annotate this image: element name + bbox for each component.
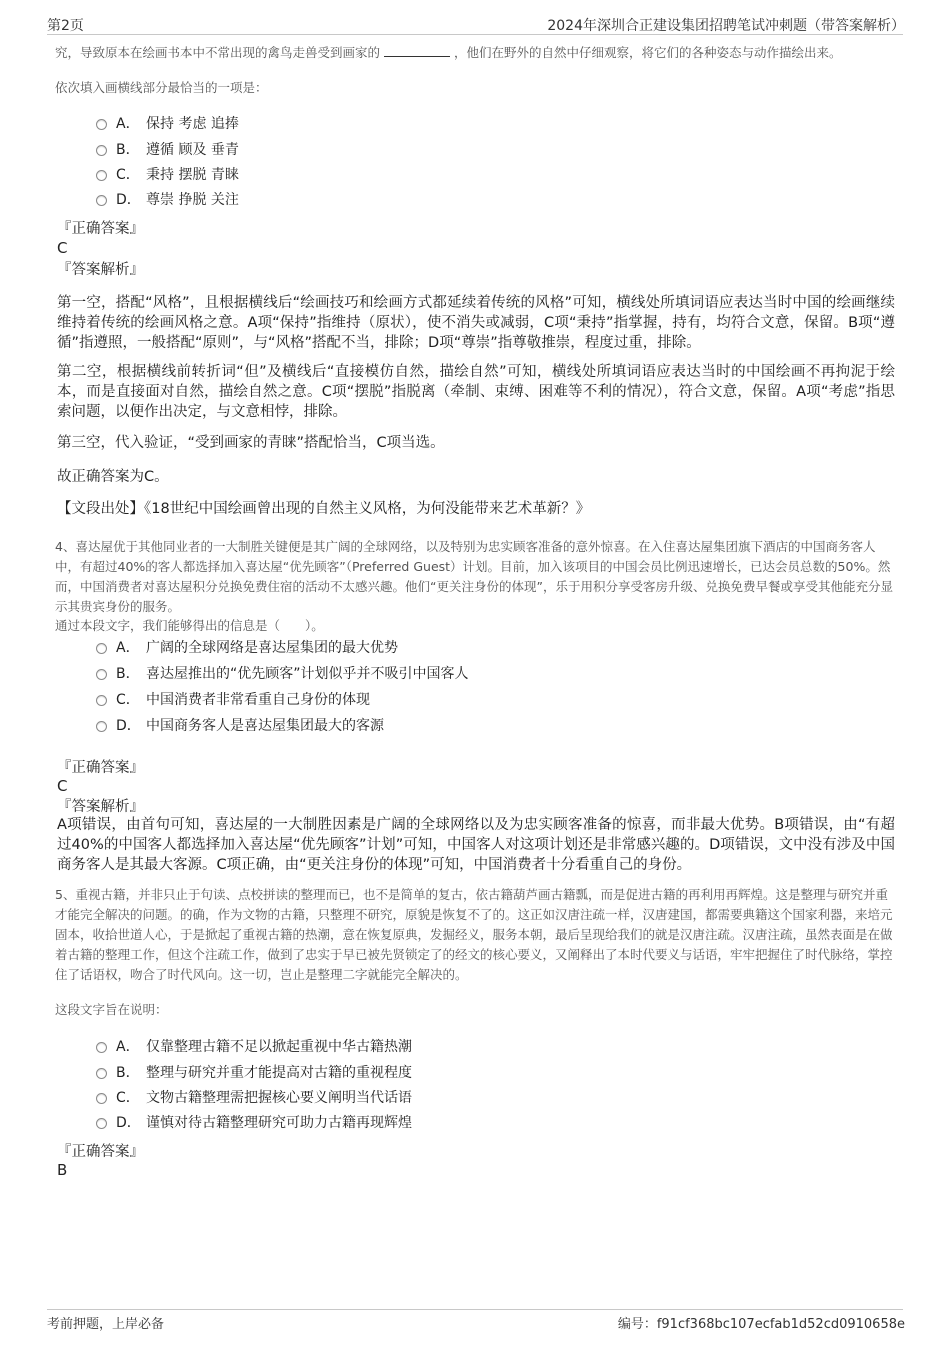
q3-analysis-para-4: 故正确答案为C。 [57, 469, 169, 485]
option-text: 中国消费者非常看重自己身份的体现 [146, 692, 370, 708]
radio-icon[interactable] [96, 721, 107, 732]
option-letter: C． [116, 1090, 140, 1106]
q5-answer: B [57, 1161, 68, 1179]
q3-analysis-label: 『答案解析』 [57, 262, 144, 278]
radio-icon[interactable] [96, 195, 107, 206]
q3-stem-tail [55, 42, 905, 64]
option-letter: B． [116, 1065, 140, 1081]
q5-stem: 5、重视古籍，并非只止于句读、点校拼读的整理而已，也不是简单的复古，依古籍葫芦画古籍瓢，而是促进古籍的再利用再辉煌。这是整理与研究并重才能完全解决的问题。的确，作为文物的古籍，只整理不研究，原貌是恢复不了的。这正如汉唐注疏一样，汉唐建国，都需要典籍这个国家利器，来培元固本，收拾世道人心，于是掀起了重视古籍的热潮，意在恢复原典，发掘经义，服务本朝，最后呈现给我们的就是汉唐注疏。汉唐注疏，虽然表面是在做着古籍的整理工作，但这个注疏工作，做到了忠实于早已被先贤锁定了的经文的核心要义，又阐释出了本时代要义与话语，牢牢把握住了时代脉络，掌控住了话语权，吻合了时代风向。这一切，岂止是整理二字就能完全解决的。 [55, 887, 893, 982]
header-divider [47, 34, 903, 35]
option-letter: B． [116, 142, 140, 158]
q3-analysis-para-3: 第三空，代入验证，“受到画家的青睐”搭配恰当，C项当选。 [57, 435, 445, 451]
radio-icon[interactable] [96, 119, 107, 130]
option-text: 整理与研究并重才能提高对古籍的重视程度 [146, 1065, 412, 1081]
document-id: 编号：f91cf368bc107ecfab1d52cd0910658e [617, 1317, 905, 1332]
radio-icon[interactable] [96, 1093, 107, 1104]
q4-answer: C [57, 777, 68, 795]
option-letter: A． [116, 1039, 140, 1055]
q5-answer-label: 『正确答案』 [57, 1144, 144, 1160]
option-letter: B． [116, 666, 140, 682]
q5-option-d[interactable] [96, 1112, 412, 1134]
option-text: 喜达屋推出的“优先顾客”计划似乎并不吸引中国客人 [146, 666, 469, 682]
q4-option-d[interactable] [96, 715, 384, 737]
q3-option-d[interactable] [96, 189, 239, 211]
q5-prompt: 这段文字旨在说明： [55, 1002, 168, 1017]
option-letter: C． [116, 692, 140, 708]
document-title: 2024年深圳合正建设集团招聘笔试冲刺题（带答案解析） [547, 18, 905, 34]
q5-option-c[interactable] [96, 1087, 412, 1109]
footer-slogan: 考前押题，上岸必备 [47, 1317, 165, 1332]
q5-option-a[interactable] [96, 1036, 412, 1058]
q3-option-a[interactable] [96, 113, 239, 135]
option-letter: D． [116, 718, 141, 734]
q3-blank [384, 44, 450, 57]
radio-icon[interactable] [96, 1042, 107, 1053]
option-text: 谨慎对待古籍整理研究可助力古籍再现辉煌 [146, 1115, 412, 1131]
option-text: 文物古籍整理需把握核心要义阐明当代话语 [146, 1090, 412, 1106]
q3-stem-before: 究，导致原本在绘画书本中不常出现的禽鸟走兽受到画家的 [55, 45, 381, 60]
q4-answer-label: 『正确答案』 [57, 760, 144, 776]
q3-answer-label: 『正确答案』 [57, 221, 144, 237]
q3-option-b[interactable] [96, 139, 239, 161]
q3-analysis-para-1: 第一空，搭配“风格”，且根据横线后“绘画技巧和绘画方式都延续着传统的风格”可知，横线处所填词语应表达当时中国的绘画继续维持着传统的绘画风格之意。A项“保持”指维持（原状），使不消失或减弱，C项“秉持”指掌握，持有，均符合文意，保留。B项“遵循”指遵照，一般搭配“原则”，与“风格”搭配不当，排除；D项“尊崇”指尊敬推崇，程度过重，排除。 [57, 295, 895, 351]
q3-analysis-para-2: 第二空，根据横线前转折词“但”及横线后“直接模仿自然，描绘自然”可知，横线处所填词语应表达当时的中国绘画不再拘泥于绘本，而是直接面对自然，描绘自然之意。C项“摆脱”指脱离（牵制、束缚、困难等不利的情况），符合文意，保留。A项“考虑”指思索问题，以便作出决定，与文意相悖，排除。 [57, 364, 895, 420]
option-letter: C． [116, 167, 140, 183]
q4-option-a[interactable] [96, 637, 398, 659]
radio-icon[interactable] [96, 1118, 107, 1129]
q5-option-b[interactable] [96, 1062, 412, 1084]
q3-prompt: 依次填入画横线部分最恰当的一项是： [55, 80, 268, 95]
q3-answer: C [57, 239, 68, 257]
option-text: 广阔的全球网络是喜达屋集团的最大优势 [146, 640, 398, 656]
q4-option-b[interactable] [96, 663, 469, 685]
radio-icon[interactable] [96, 170, 107, 181]
q4-stem: 4、喜达屋优于其他同业者的一大制胜关键便是其广阔的全球网络，以及特别为忠实顾客准备的意外惊喜。在入住喜达屋集团旗下酒店的中国商务客人中，有超过40%的客人都选择加入喜达屋“优先顾客”（Preferred Guest）计划。目前，加入该项目的中国会员比例迅速增长，已达会员总数的50%。然而，中国消费者对喜达屋积分兑换免费住宿的活动不太感兴趣。他们“更关注身份的体现”，乐于用积分享受客房升级、兑换免费早餐或享受其他能充分显示其贵宾身份的服务。 [55, 539, 893, 614]
option-letter: D． [116, 1115, 141, 1131]
page-number: 第2页 [47, 18, 84, 34]
option-letter: A． [116, 640, 140, 656]
option-text: 仅靠整理古籍不足以掀起重视中华古籍热潮 [146, 1039, 412, 1055]
radio-icon[interactable] [96, 695, 107, 706]
option-text: 中国商务客人是喜达屋集团最大的客源 [146, 718, 384, 734]
option-letter: D． [116, 192, 141, 208]
radio-icon[interactable] [96, 145, 107, 156]
option-text: 保持 考虑 追捧 [146, 116, 239, 132]
radio-icon[interactable] [96, 643, 107, 654]
q4-analysis-label: 『答案解析』 [57, 799, 144, 815]
option-text: 遵循 顾及 垂青 [146, 142, 239, 158]
q4-analysis: A项错误，由首句可知，喜达屋的一大制胜因素是广阔的全球网络以及为忠实顾客准备的惊喜，而非最大优势。B项错误，由“有超过40%的中国客人都选择加入喜达屋“优先顾客”计划”可知，中国客人对这项计划还是非常感兴趣的。D项错误，文中没有涉及中国商务客人是其最大客源。C项正确，由“更关注身份的体现”可知，中国消费者十分看重自己的身份。 [57, 817, 895, 873]
q3-option-c[interactable] [96, 164, 239, 186]
q3-source: 【文段出处】《18世纪中国绘画曾出现的自然主义风格，为何没能带来艺术革新？》 [57, 501, 591, 517]
q3-stem-after: ，他们在野外的自然中仔细观察，将它们的各种姿态与动作描绘出来。 [454, 45, 842, 60]
option-text: 秉持 摆脱 青睐 [146, 167, 239, 183]
q4-prompt: 通过本段文字，我们能够得出的信息是（ ）。 [55, 618, 324, 633]
radio-icon[interactable] [96, 669, 107, 680]
option-letter: A． [116, 116, 140, 132]
radio-icon[interactable] [96, 1068, 107, 1079]
footer-divider [47, 1309, 903, 1310]
option-text: 尊崇 挣脱 关注 [146, 192, 239, 208]
q4-option-c[interactable] [96, 689, 370, 711]
